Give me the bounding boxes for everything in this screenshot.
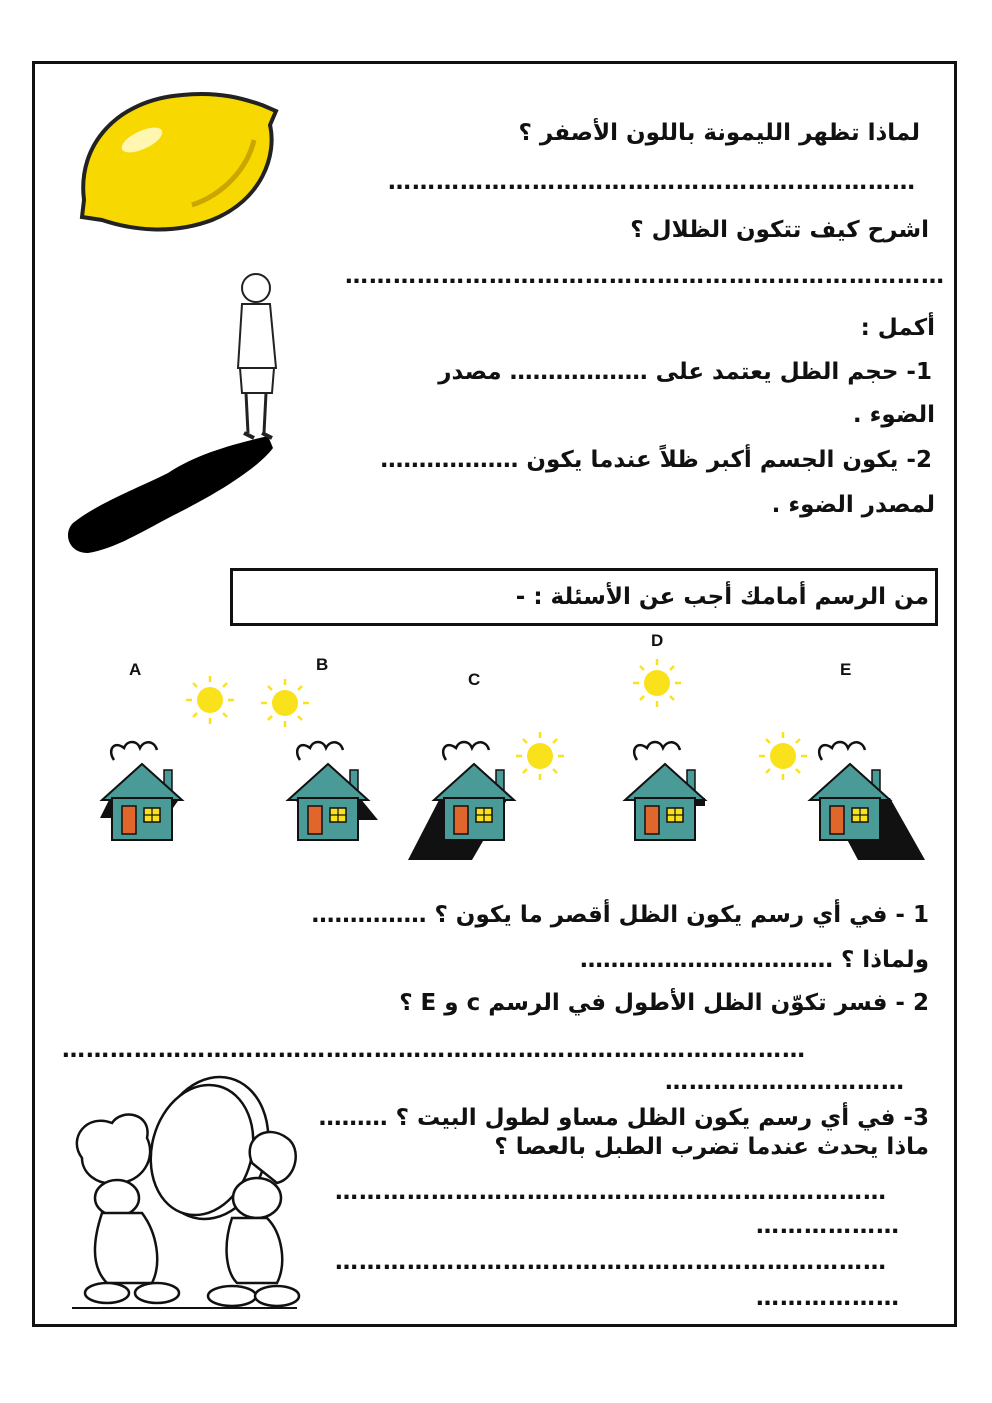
house-label-b: B <box>316 655 329 674</box>
diagram-instruction-text: من الرسم أمامك أجب عن الأسئلة : - <box>515 584 929 610</box>
boy-shadow-image <box>58 268 308 560</box>
answer-line-drum-2: ……………… <box>756 1213 900 1239</box>
question-shortest-shadow: 1 - في أي رسم يكون الظل أقصر ما يكون ؟ …………… <box>311 902 929 928</box>
question-equal-shadow: 3- في أي رسم يكون الظل مساو لطول البيت ؟ ……… <box>318 1105 929 1131</box>
house-label-e: E <box>840 660 852 679</box>
answer-line-drum-1: …………………………………………………………… <box>335 1179 887 1205</box>
houses-diagram <box>90 628 930 868</box>
question-lemon: لماذا تظهر الليمونة باللون الأصفر ؟ <box>518 120 920 146</box>
answer-line-lemon: ………………………………………………………… <box>388 169 916 195</box>
answer-line-longest-2: ………………………… <box>665 1069 905 1095</box>
diagram-instruction-box <box>230 568 938 626</box>
question-why: ولماذا ؟ …………………………… <box>579 947 929 973</box>
house-label-c: C <box>468 670 481 689</box>
house-label-a: A <box>129 660 142 679</box>
question-drum: ماذا يحدث عندما تضرب الطبل بالعصا ؟ <box>494 1134 929 1160</box>
question-longest-shadow: 2 - فسر تكوّن الظل الأطول في الرسم c و E ؟ <box>399 990 929 1016</box>
complete-item-1-cont: الضوء . <box>852 402 935 428</box>
answer-line-drum-3: …………………………………………………………… <box>335 1249 887 1275</box>
answer-line-longest-1: ………………………………………………………………………………… <box>62 1037 806 1063</box>
answer-line-shadows: ………………………………………………………………… <box>345 263 945 289</box>
question-shadows: اشرح كيف تتكون الظلال ؟ <box>630 217 929 243</box>
lemon-image <box>72 85 282 235</box>
complete-item-1: 1- حجم الظل يعتمد على ……………… مصدر <box>438 359 932 385</box>
answer-line-drum-4: ……………… <box>756 1285 900 1311</box>
house-label-d: D <box>651 631 664 650</box>
smurfs-drum-image <box>62 1068 307 1313</box>
complete-item-2-cont: لمصدر الضوء . <box>771 492 935 518</box>
complete-heading: أكمل : <box>860 315 935 341</box>
complete-item-2: 2- يكون الجسم أكبر ظلاً عندما يكون ……………… <box>380 447 932 473</box>
